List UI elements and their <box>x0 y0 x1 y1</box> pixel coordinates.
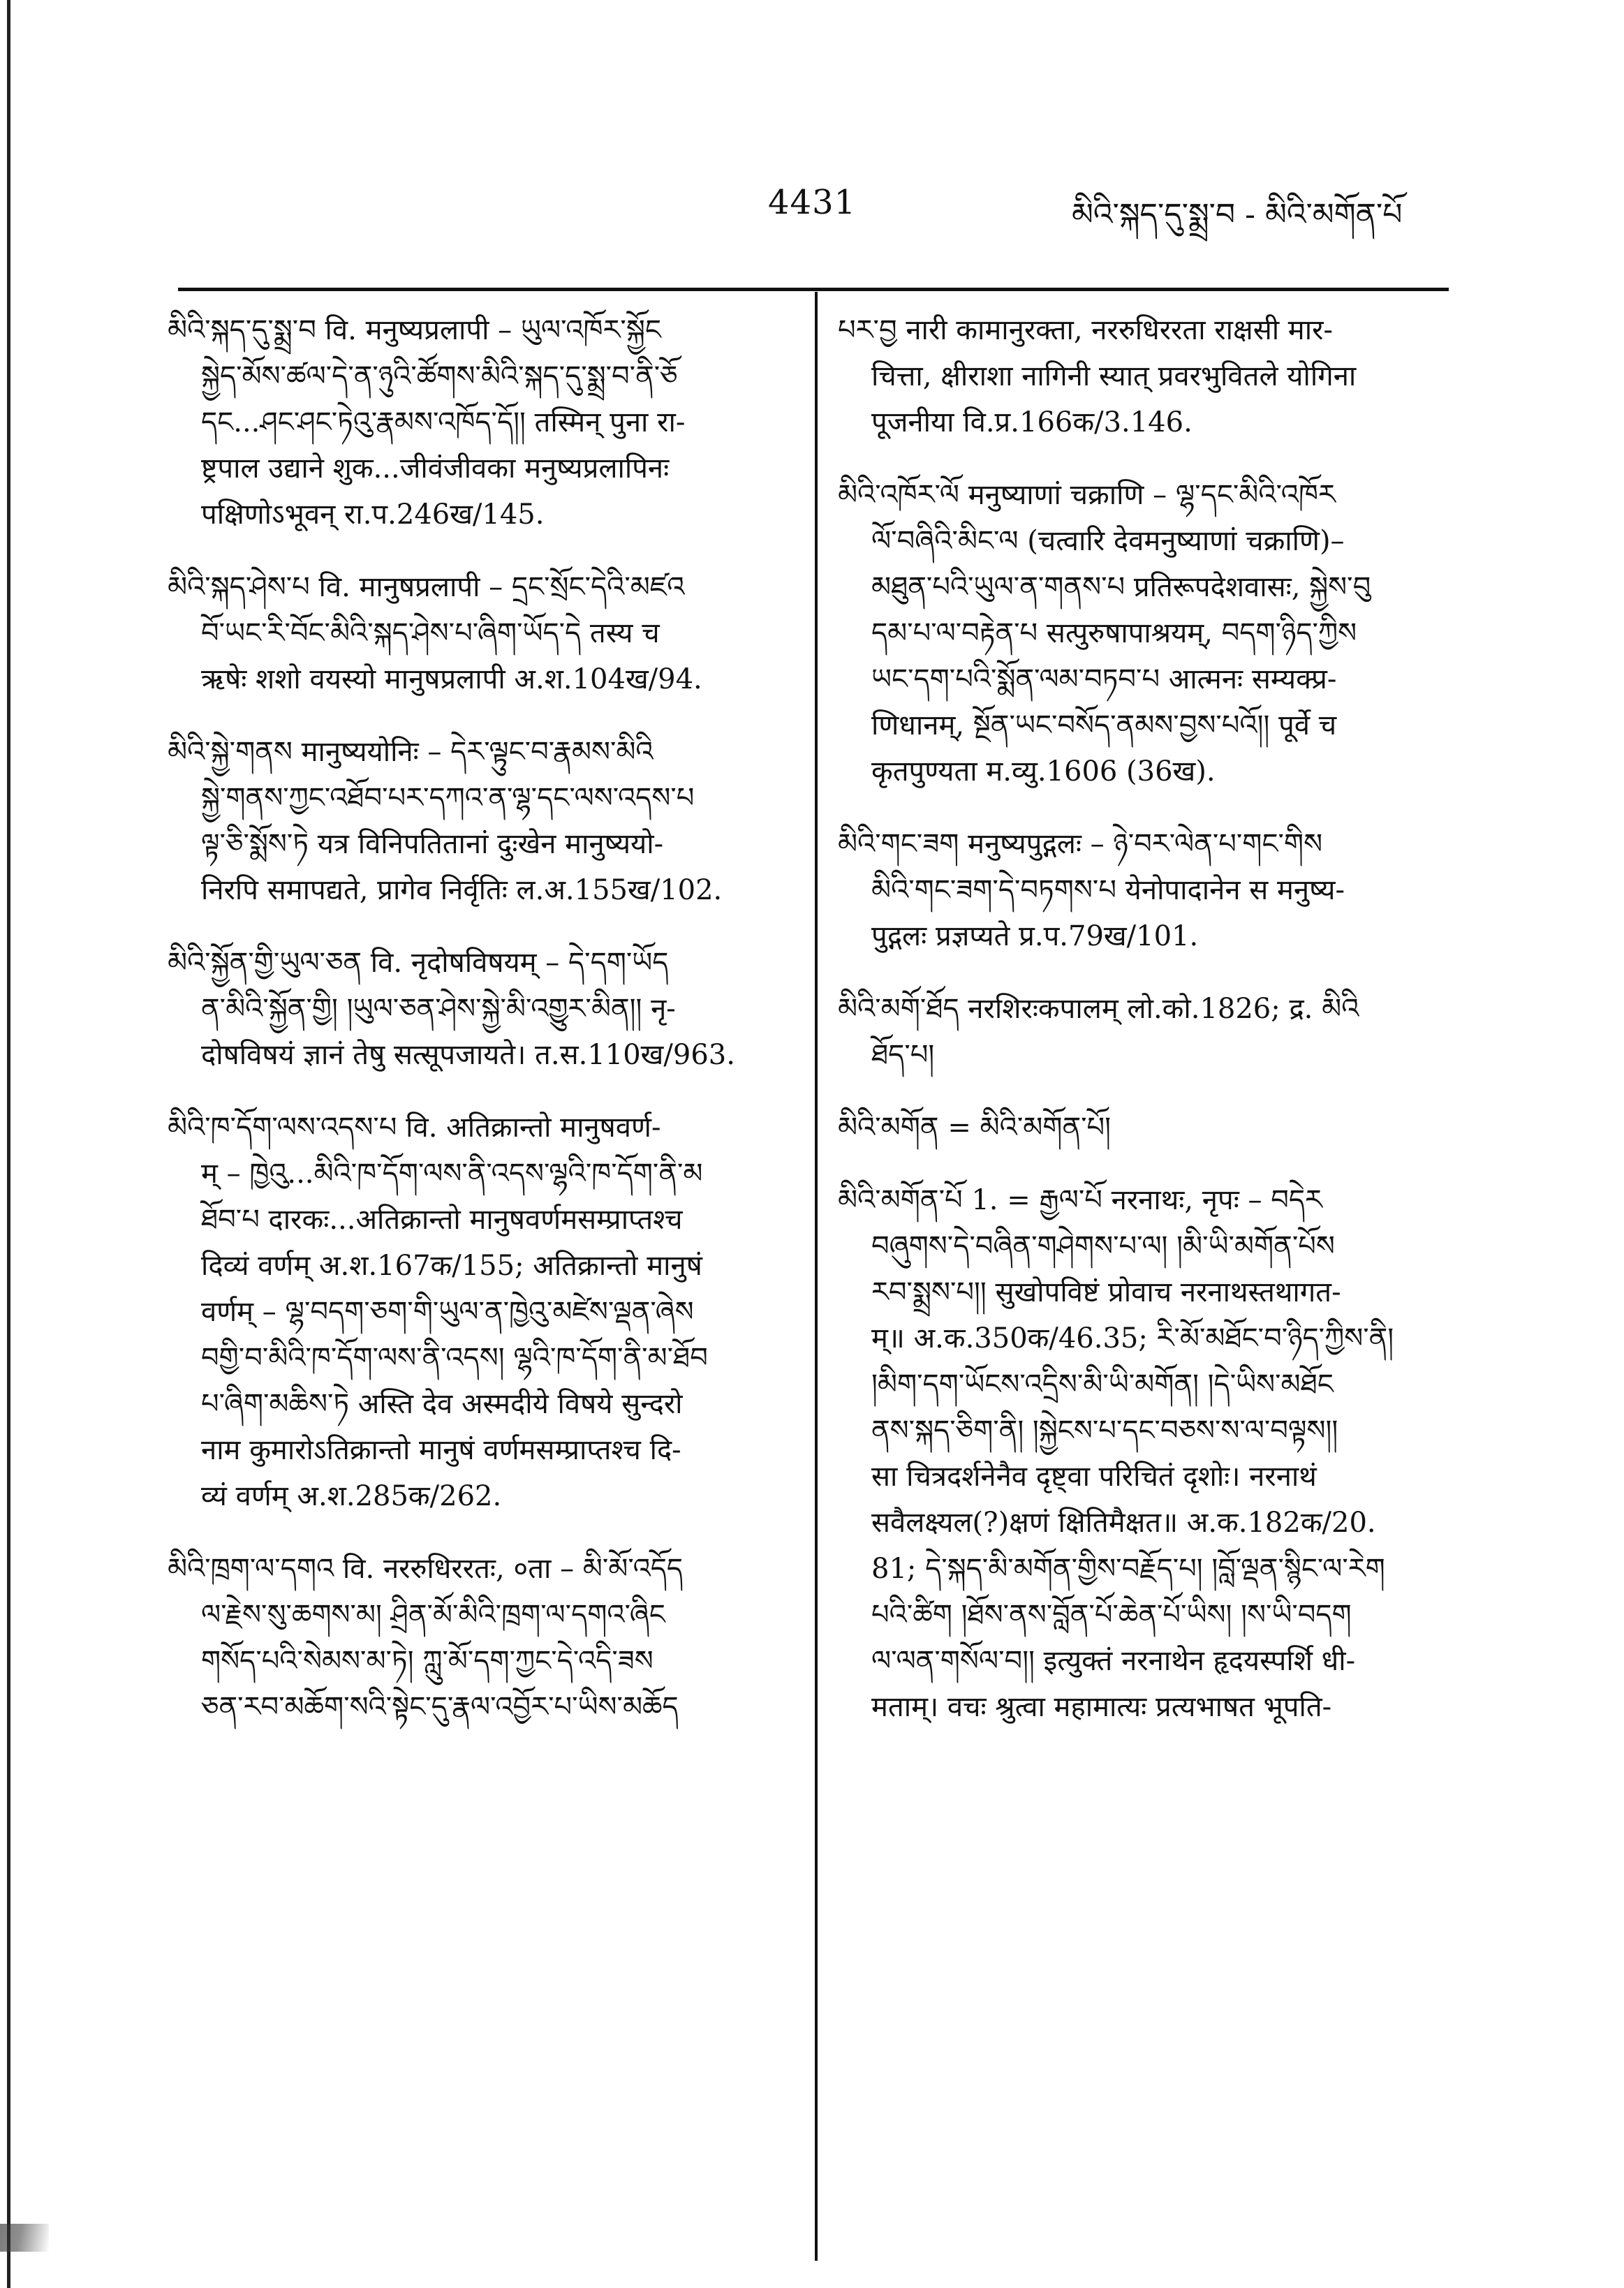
dictionary-entry <box>168 729 796 913</box>
dictionary-entry <box>168 1546 796 1730</box>
entry-headline: མིའི་ཁ་དོག་ལས་འདས་པ वि. अतिक्रान्तो मानुषवर्ण- <box>168 1112 661 1144</box>
entry-line: །མིག་དག་ཡོངས་འདྲིས་མི་ཡི་མགོན། །དེ་ཡིས་མཐོང <box>871 1368 1334 1401</box>
entry-line: དང...ཤང་ཤང་ཏེའུ་རྣམས་འཁོད་དོ།། तस्मिन् पुना रा- <box>201 406 686 438</box>
entry-line: ཡང་དག་པའི་སྨོན་ལམ་བཏབ་པ आत्मनः सम्यक्प्र- <box>871 663 1337 695</box>
dictionary-entry <box>838 472 1452 795</box>
column-divider <box>815 292 818 2261</box>
entry-headline: པར་བྱ नारी कामानुरक्ता, नररुधिररता राक्षसी मार- <box>838 314 1333 346</box>
entry-line: བགྱི་བ་མིའི་ཁ་དོག་ལས་ནི་འདས། ལྷའི་ཁ་དོག་ནི་མ་ཐོབ <box>201 1342 708 1374</box>
entry-line: कृतपुण्यता म.व्यु.1606 (36ख). <box>871 755 1216 788</box>
entry-line: ནས་སྐད་ཅིག་ནི། །སྐྱེངས་པ་དང་བཅས་ས་ལ་བལྟས།། <box>871 1415 1338 1447</box>
entry-line: ཐོབ་པ दारकः...अतिक्रान्तो मानुषवर्णमसम्प्राप्तश्च <box>201 1204 683 1236</box>
entry-line: सा चित्रदर्शनेनैव दृष्ट्वा परिचितं दृशोः। नरनाथं <box>871 1461 1317 1493</box>
left-column <box>168 307 796 1757</box>
entry-line: वर्णम् – ལྷ་བདག་ཅག་གི་ཡུལ་ན་ཁྱེའུ་མཛེས་ལྡན་ཞེས <box>201 1296 694 1328</box>
entry-line: ན་མིའི་སྐྱོན་གྱི། །ཡུལ་ཅན་ཤེས་སྐྱེ་མི་འགྱུར་མིན།། नृ- <box>201 993 676 1025</box>
dictionary-entry <box>838 1105 1452 1151</box>
page-edge-line <box>7 0 10 2288</box>
entry-line: ལ་རྗེས་སུ་ཆགས་མ། ཤྲིན་མོ་མིའི་ཁྲག་ལ་དགའ་ཞིང <box>201 1599 665 1631</box>
entry-line: पूजनीया वि.प्र.166क/3.146. <box>871 406 1193 438</box>
entry-line: ལ་ལན་གསོལ་བ།། इत्युक्तं नरनाथेन हृदयस्पर्शि धी- <box>871 1645 1356 1677</box>
entry-line: སྐྱེ་གནས་ཀྱང་འཐོབ་པར་དཀའ་ན་ལྷ་དང་ལས་འདས་པ <box>201 782 695 814</box>
running-head: མིའི་སྐད་དུ་སྨྲ་བ - མིའི་མགོན་པོ <box>1072 197 1403 233</box>
entry-line: पुद्गलः प्रज्ञप्यते प्र.प.79ख/101. <box>871 920 1199 952</box>
entry-line: 81; དེ་སྐད་མི་མགོན་གྱིས་བརྗོད་པ། །བློ་ལྡན་སྙིང་ལ་རེག <box>871 1553 1385 1585</box>
entry-headline: མིའི་འཁོར་ལོ मनुष्याणां चक्राणि – ལྷ་དང་མིའི་འཁོར <box>838 479 1336 511</box>
entry-line: བཞུགས་དེ་བཞིན་གཤེགས་པ་ལ། །མི་ཡི་མགོན་པོས <box>871 1230 1335 1262</box>
entry-line: मताम्। वचः श्रुत्वा महामात्यः प्रत्यभाषत भूपति- <box>871 1691 1332 1723</box>
dictionary-entry <box>168 940 796 1078</box>
entry-line: ऋषेः शशो वयस्यो मानुषप्रलापी अ.श.104ख/94. <box>201 663 702 695</box>
entry-headline: མིའི་སྐད་ཤེས་པ वि. मानुषप्रलापी – དྲང་སྲོང་དེའི་མཛའ <box>168 571 685 603</box>
entry-headline: མིའི་སྐད་དུ་སྨྲ་བ वि. मनुष्यप्रलापी – ཡུལ་འཁོར་སྐྱོང <box>168 314 661 346</box>
entry-line: व्यं वर्णम् अ.श.285क/262. <box>201 1480 502 1512</box>
entry-line: निरपि समापद्यते, प्रागेव निर्वृतिः ल.अ.155ख/102. <box>201 874 723 906</box>
dictionary-entry <box>168 1105 796 1519</box>
entry-headline: མིའི་ཁྲག་ལ་དགའ वि. नररुधिररतः, ०ता – མི་མོ་འདོད <box>168 1553 684 1585</box>
entry-headline: མིའི་སྐྱེ་གནས मानुष्ययोनिः – དེར་ལྟུང་བ་རྣམས་མིའི <box>168 736 654 768</box>
header-rule <box>178 288 1449 291</box>
entry-line: བོ་ཡང་རི་བོང་མིའི་སྐད་ཤེས་པ་ཞིག་ཡོད་དེ तस्य च <box>201 617 660 649</box>
entry-line: མིའི་གང་ཟག་དེ་བཏགས་པ येनोपादानेन स मनुष्य- <box>871 874 1345 906</box>
entry-line: སྐྱེད་མོས་ཚལ་དེ་ན་ཉུའི་ཚོགས་མིའི་སྐད་དུ་སྨྲ་བ་ནི་ཅོ <box>201 360 678 392</box>
page-number: 4431 <box>768 183 857 222</box>
entry-line: རབ་སྨྲས་པ།། सुखोपविष्टं प्रोवाच नरनाथस्तथागत- <box>871 1276 1341 1308</box>
entry-line: མཐུན་པའི་ཡུལ་ན་གནས་པ प्रतिरूपदेशवासः, སྐྱེས་བུ <box>871 571 1371 603</box>
dictionary-entry <box>838 821 1452 959</box>
entry-line: दिव्यं वर्णम् अ.श.167क/155; अतिक्रान्तो मानुषं <box>201 1250 702 1282</box>
entry-line: चित्ता, क्षीराशा नागिनी स्यात् प्रवरभुवितले योगिना <box>871 360 1357 392</box>
entry-line: णिधानम्, སྔོན་ཡང་བསོད་ནམས་བྱས་པའོ།། पूर्वे च <box>871 709 1337 741</box>
entry-line: म्॥ अ.क.350क/46.35; རི་མོ་མཐོང་བ་ཉིད་ཀྱིས་ནི། <box>871 1322 1394 1355</box>
right-column <box>838 307 1452 1757</box>
entry-line: नाम कुमारोऽतिक्रान्तो मानुषं वर्णमसम्प्राप्तश्च दि- <box>201 1434 681 1466</box>
entry-line: पक्षिणोऽभूवन् रा.प.246ख/145. <box>201 499 545 531</box>
entry-headline: མིའི་མགོ་ཐོད नरशिरःकपालम् लो.को.1826; द्र. མིའི <box>838 993 1359 1025</box>
entry-line: གསོད་པའི་སེམས་མ་ཏེ། ཀླུ་མོ་དག་ཀྱང་དེ་འདི་ཟས <box>201 1645 654 1677</box>
dictionary-entry <box>838 307 1452 445</box>
dictionary-entry <box>168 564 796 702</box>
entry-line: པའི་ཚིག །ཐོས་ནས་བློན་པོ་ཆེན་པོ་ཡིས། །ས་ཡི་བདག <box>871 1599 1352 1631</box>
scan-artifact <box>0 2224 49 2252</box>
entry-line: ཅན་རབ་མཆོག་སའི་སྟེང་དུ་རྣལ་འབྱོར་པ་ཡིས་མཆོད <box>201 1691 679 1723</box>
entry-headline: མིའི་མགོན་པོ 1. = རྒྱལ་པོ नरनाथः, नृपः – བདེར <box>838 1184 1322 1216</box>
dictionary-entry <box>838 1177 1452 1730</box>
entry-line: सवैलक्ष्यल(?)क्षणं क्षितिमैक्षत॥ अ.क.182क/20. <box>871 1507 1376 1539</box>
entry-headline: མིའི་སྐྱོན་གྱི་ཡུལ་ཅན वि. नृदोषविषयम् – དེ་དག་ཡོད <box>168 947 669 979</box>
entry-line: པ་ཞིག་མཆིས་ཏེ अस्ति देव अस्मदीये विषये सुन्दरो <box>201 1388 683 1420</box>
entry-line: ष्ट्रपाल उद्याने शुक...जीवंजीवका मनुष्यप्रलापिनः <box>201 452 670 485</box>
entry-line: म् – ཁྱེའུ...མིའི་ཁ་དོག་ལས་ནི་འདས་ལྷའི་ཁ་དོག་ནི་མ <box>201 1158 703 1190</box>
entry-line: ལྟ་ཅི་སྨོས་ཏེ यत्र विनिपतितानां दुःखेन मानुष्ययो- <box>201 828 664 860</box>
entry-headline: མིའི་གང་ཟག मनुष्यपुद्गलः – ཉེ་བར་ལེན་པ་གང་གིས <box>838 828 1323 860</box>
entry-line: ཐོད་པ། <box>871 1039 935 1071</box>
entry-headline: མིའི་མགོན = མིའི་མགོན་པོ། <box>838 1112 1112 1144</box>
entry-line: ལོ་བཞིའི་མིང་ལ (चत्वारि देवमनुष्याणां चक्राणि)– <box>871 525 1345 557</box>
dictionary-entry <box>168 307 796 538</box>
entry-line: दोषविषयं ज्ञानं तेषु सत्सूपजायते। त.स.110ख/963. <box>201 1039 735 1071</box>
dictionary-entry <box>838 986 1452 1078</box>
entry-line: དམ་པ་ལ་བརྟེན་པ सत्पुरुषापाश्रयम्, བདག་ཉིད་ཀྱིས <box>871 617 1357 649</box>
